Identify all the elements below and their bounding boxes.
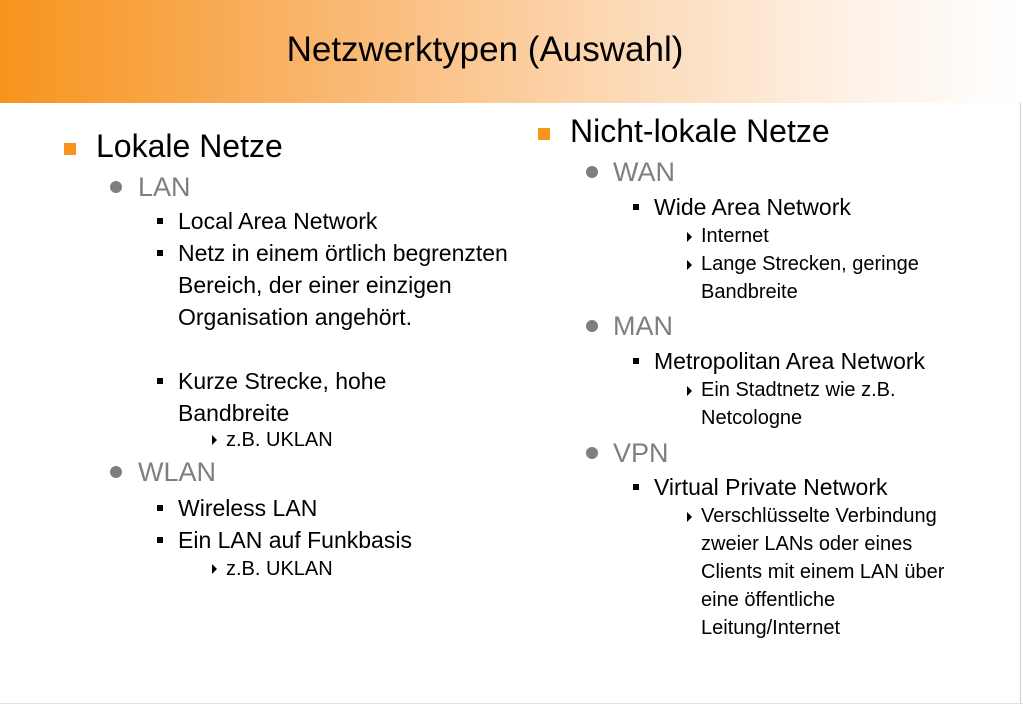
- arrow-bullet-icon: [687, 386, 692, 396]
- arrow-bullet-icon: [687, 512, 692, 522]
- lan-item-3: Kurze Strecke, hohe Bandbreite: [178, 368, 387, 426]
- square-bullet-icon: [157, 218, 163, 224]
- arrow-bullet-icon: [212, 435, 217, 445]
- wan-detail-1: Internet: [701, 225, 769, 247]
- right-divider: [1020, 103, 1021, 703]
- vpn-full-name: Virtual Private Network: [654, 474, 888, 500]
- square-bullet-icon: [633, 358, 639, 364]
- heading-lokale-netze: Lokale Netze: [96, 128, 283, 164]
- arrow-bullet-icon: [687, 260, 692, 270]
- man-full-name: Metropolitan Area Network: [654, 348, 926, 374]
- lan-item-1: Local Area Network: [178, 208, 378, 234]
- slide-title: Netzwerktypen (Auswahl): [286, 30, 684, 69]
- square-bullet-icon: [633, 484, 639, 490]
- square-bullet-icon: [633, 204, 639, 210]
- orange-square-bullet-icon: [538, 128, 550, 140]
- label-wlan: WLAN: [138, 457, 217, 487]
- arrow-bullet-icon: [687, 232, 692, 242]
- lan-example: z.B. UKLAN: [226, 429, 333, 451]
- wlan-item-2: Ein LAN auf Funkbasis: [178, 527, 412, 553]
- man-detail-1: Ein Stadtnetz wie z.B. Netcologne: [701, 379, 896, 429]
- label-lan: LAN: [138, 172, 191, 202]
- square-bullet-icon: [157, 250, 163, 256]
- label-vpn: VPN: [613, 438, 669, 468]
- lan-item-2: Netz in einem örtlich begrenzten Bereich, der einer einzigen Organisation angehört.: [178, 240, 508, 330]
- gray-circle-bullet-icon: [110, 466, 122, 478]
- gray-circle-bullet-icon: [110, 181, 122, 193]
- wlan-example: z.B. UKLAN: [226, 558, 333, 580]
- wan-full-name: Wide Area Network: [654, 194, 851, 220]
- arrow-bullet-icon: [212, 564, 217, 574]
- gray-circle-bullet-icon: [586, 166, 598, 178]
- square-bullet-icon: [157, 378, 163, 384]
- square-bullet-icon: [157, 537, 163, 543]
- wlan-item-1: Wireless LAN: [178, 495, 318, 521]
- label-wan: WAN: [613, 157, 675, 187]
- vpn-detail-1: Verschlüsselte Verbindung zweier LANs oder eines Clients mit einem LAN über eine öffentliche Leitung/Internet: [701, 505, 945, 639]
- gray-circle-bullet-icon: [586, 320, 598, 332]
- gray-circle-bullet-icon: [586, 447, 598, 459]
- square-bullet-icon: [157, 505, 163, 511]
- label-man: MAN: [613, 311, 673, 341]
- bottom-divider: [0, 703, 1023, 704]
- wan-detail-2: Lange Strecken, geringe Bandbreite: [701, 253, 919, 303]
- heading-nicht-lokale-netze: Nicht-lokale Netze: [570, 113, 830, 149]
- orange-square-bullet-icon: [64, 143, 76, 155]
